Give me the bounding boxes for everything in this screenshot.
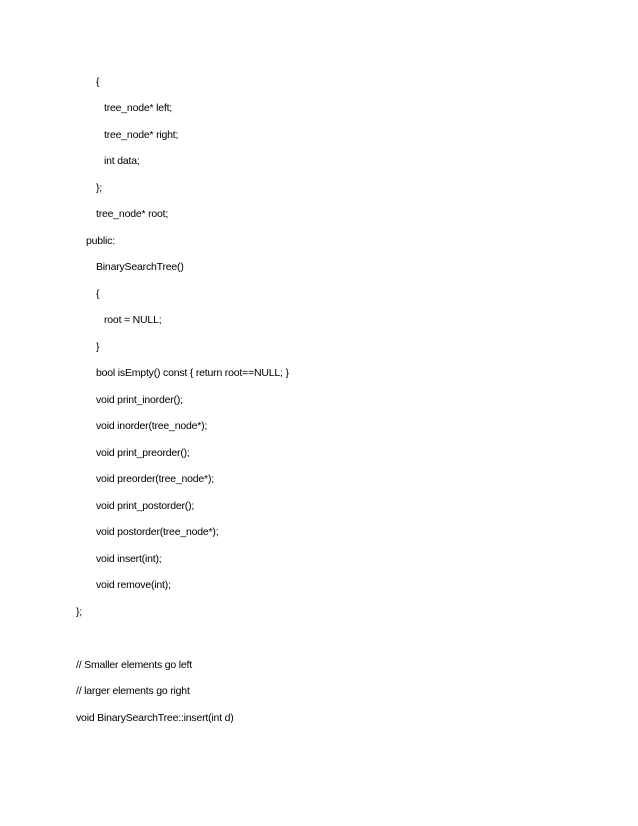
- code-line: {: [96, 76, 100, 88]
- code-line: void postorder(tree_node*);: [96, 526, 219, 538]
- code-line: void insert(int);: [96, 553, 162, 565]
- code-line: tree_node* root;: [96, 208, 169, 220]
- code-line: void print_postorder();: [96, 500, 195, 512]
- code-line: void BinarySearchTree::insert(int d): [76, 712, 234, 724]
- code-comment-line: // larger elements go right: [76, 685, 190, 697]
- code-line: void print_preorder();: [96, 447, 190, 459]
- code-comment-line: // Smaller elements go left: [76, 659, 192, 671]
- code-line: root = NULL;: [104, 314, 162, 326]
- code-line: public:: [86, 235, 115, 247]
- code-line: }: [96, 341, 100, 353]
- code-line: };: [76, 606, 83, 618]
- code-line: void preorder(tree_node*);: [96, 473, 214, 485]
- code-line: void remove(int);: [96, 579, 171, 591]
- code-line: tree_node* right;: [104, 129, 179, 141]
- code-line: BinarySearchTree(): [96, 261, 184, 273]
- code-line: };: [96, 182, 103, 194]
- code-line: tree_node* left;: [104, 102, 173, 114]
- code-line: int data;: [104, 155, 140, 167]
- code-line: bool isEmpty() const { return root==NULL; }: [96, 367, 289, 379]
- code-line: void inorder(tree_node*);: [96, 420, 208, 432]
- code-line: {: [96, 288, 100, 300]
- code-line: void print_inorder();: [96, 394, 183, 406]
